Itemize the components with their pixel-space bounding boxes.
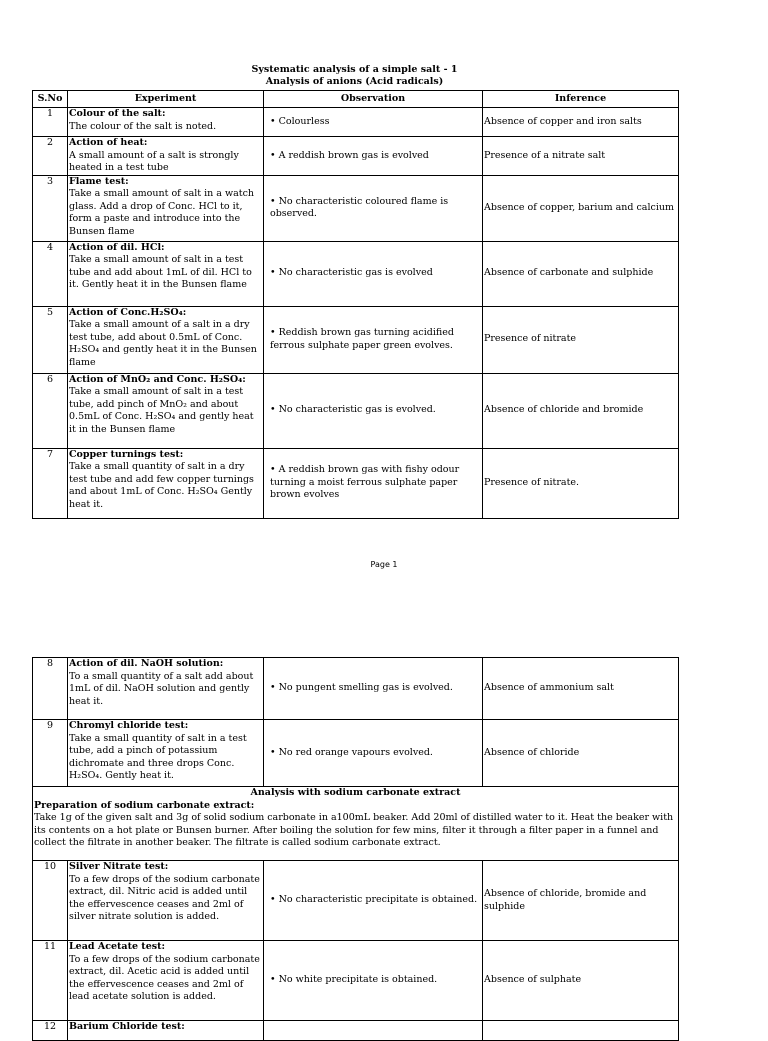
experiment-procedure: Take a small amount of salt in a test tube, add pinch of MnO₂ and about 0.5mL of Conc. H₂SO₄ and gently heat it in the Bunsen flame bbox=[69, 386, 254, 435]
experiment-procedure: To a small quantity of a salt add about 1mL of dil. NaOH solution and gently heat it. bbox=[69, 670, 254, 707]
experiment-cell bbox=[68, 861, 264, 941]
experiment-procedure: Take a small quantity of salt in a test tube, add a pinch of potassium dichromate and three drops Conc. H₂SO₄. Gently heat it. bbox=[69, 732, 247, 781]
header-sno: S.No bbox=[33, 91, 68, 108]
table-row bbox=[33, 306, 679, 373]
inference-cell: Absence of copper, barium and calcium bbox=[483, 175, 679, 241]
row-number: 5 bbox=[33, 306, 68, 373]
observation-cell: • A reddish brown gas is evolved bbox=[264, 137, 483, 176]
observation-cell: • No white precipitate is obtained. bbox=[264, 941, 483, 1021]
experiment-procedure: To a few drops of the sodium carbonate extract, dil. Nitric acid is added until the effervescence ceases and 2ml of silver nitrate solution is added. bbox=[69, 873, 260, 922]
row-number: 6 bbox=[33, 373, 68, 448]
table-row bbox=[33, 448, 679, 518]
experiment-cell bbox=[68, 658, 264, 720]
table-row bbox=[33, 241, 679, 306]
experiment-title: Action of dil. NaOH solution: bbox=[69, 658, 224, 669]
table-row bbox=[33, 175, 679, 241]
table-row bbox=[33, 941, 679, 1021]
experiment-title: Action of Conc.H₂SO₄: bbox=[69, 306, 187, 318]
sodium-carbonate-extract-section bbox=[33, 787, 679, 861]
inference-cell: Absence of ammonium salt bbox=[483, 658, 679, 720]
row-number: 9 bbox=[33, 720, 68, 787]
experiment-procedure: A small amount of a salt is strongly heated in a test tube bbox=[69, 149, 239, 173]
table-row bbox=[33, 108, 679, 137]
table-row bbox=[33, 720, 679, 787]
experiment-cell bbox=[68, 306, 264, 373]
experiment-title: Barium Chloride test: bbox=[69, 1021, 185, 1032]
section-row bbox=[33, 787, 679, 861]
experiment-title: Action of dil. HCl: bbox=[69, 241, 165, 253]
inference-cell: Presence of nitrate. bbox=[483, 448, 679, 518]
inference-cell: Absence of copper and iron salts bbox=[483, 108, 679, 137]
row-number: 3 bbox=[33, 175, 68, 241]
section-heading: Analysis with sodium carbonate extract bbox=[250, 787, 461, 798]
observation-cell: • No characteristic precipitate is obtained. bbox=[264, 861, 483, 941]
experiment-procedure: To a few drops of the sodium carbonate extract, dil. Acetic acid is added until the effervescence ceases and 2ml of lead acetate solution is added. bbox=[69, 953, 260, 1002]
inference-cell: Absence of carbonate and sulphide bbox=[483, 241, 679, 306]
row-number: 1 bbox=[33, 108, 68, 137]
experiment-procedure: Take a small quantity of salt in a dry test tube and add few copper turnings and about 1mL of Conc. H₂SO₄ Gently heat it. bbox=[69, 461, 254, 510]
experiment-title: Lead Acetate test: bbox=[69, 941, 165, 952]
inference-cell: Presence of a nitrate salt bbox=[483, 137, 679, 176]
preparation-body: Take 1g of the given salt and 3g of solid sodium carbonate in a100mL beaker. Add 20ml of distilled water to it. Heat the beaker with its contents on a hot plate or Bunsen burner. After boiling the solution for few mins, filter it through a filter paper in a funnel and collect the filtrate in another beaker. The filtrate is called sodium carbonate extract. bbox=[34, 812, 674, 848]
experiment-cell bbox=[68, 373, 264, 448]
experiment-title: Colour of the salt: bbox=[69, 108, 166, 119]
experiment-cell bbox=[68, 175, 264, 241]
row-number: 10 bbox=[33, 861, 68, 941]
experiment-cell bbox=[68, 448, 264, 518]
table-header-row bbox=[33, 91, 679, 108]
experiment-cell bbox=[68, 941, 264, 1021]
row-number: 8 bbox=[33, 658, 68, 720]
header-experiment: Experiment bbox=[68, 91, 264, 108]
experiment-title: Action of MnO₂ and Conc. H₂SO₄: bbox=[69, 373, 246, 385]
experiment-procedure: Take a small amount of salt in a test tube and add about 1mL of dil. HCl to it. Gently heat it in the Bunsen flame bbox=[69, 254, 252, 290]
inference-cell: Absence of chloride bbox=[483, 720, 679, 787]
preparation-title: Preparation of sodium carbonate extract: bbox=[34, 799, 255, 811]
table-row bbox=[33, 861, 679, 941]
anion-analysis-table-continued bbox=[32, 657, 679, 1041]
experiment-title: Chromyl chloride test: bbox=[69, 720, 189, 731]
observation-cell: • No red orange vapours evolved. bbox=[264, 720, 483, 787]
observation-cell: • No characteristic gas is evolved. bbox=[264, 373, 483, 448]
experiment-cell bbox=[68, 720, 264, 787]
row-number: 4 bbox=[33, 241, 68, 306]
experiment-procedure: The colour of the salt is noted. bbox=[69, 120, 217, 132]
row-number: 12 bbox=[33, 1021, 68, 1041]
row-number: 11 bbox=[33, 941, 68, 1021]
experiment-cell bbox=[68, 241, 264, 306]
header-observation: Observation bbox=[264, 91, 483, 108]
inference-cell: Absence of chloride, bromide and sulphide bbox=[483, 861, 679, 941]
experiment-procedure: Take a small amount of salt in a watch glass. Add a drop of Conc. HCl to it, form a paste and introduce into the Bunsen flame bbox=[69, 188, 255, 237]
page-title: Systematic analysis of a simple salt - 1 bbox=[251, 64, 458, 75]
page-subtitle: Analysis of anions (Acid radicals) bbox=[265, 76, 444, 87]
observation-cell: • A reddish brown gas with fishy odour turning a moist ferrous sulphate paper brown evolves bbox=[264, 448, 483, 518]
experiment-cell bbox=[68, 137, 264, 176]
table-row bbox=[33, 137, 679, 176]
row-number: 7 bbox=[33, 448, 68, 518]
experiment-title: Action of heat: bbox=[69, 137, 148, 148]
experiment-title: Silver Nitrate test: bbox=[69, 861, 169, 872]
observation-cell: • No characteristic coloured flame is observed. bbox=[264, 175, 483, 241]
page-number: Page 1 bbox=[370, 560, 398, 569]
experiment-title: Flame test: bbox=[69, 175, 129, 187]
inference-cell: Presence of nitrate bbox=[483, 306, 679, 373]
table-row bbox=[33, 658, 679, 720]
inference-cell: Absence of sulphate bbox=[483, 941, 679, 1021]
anion-analysis-table bbox=[32, 90, 679, 519]
observation-cell: • Colourless bbox=[264, 108, 483, 137]
experiment-cell bbox=[68, 108, 264, 137]
observation-cell: • No pungent smelling gas is evolved. bbox=[264, 658, 483, 720]
inference-cell: Absence of chloride and bromide bbox=[483, 373, 679, 448]
row-number: 2 bbox=[33, 137, 68, 176]
experiment-procedure: Take a small amount of a salt in a dry test tube, add about 0.5mL of Conc. H₂SO₄ and gently heat it in the Bunsen flame bbox=[69, 319, 257, 368]
header-inference: Inference bbox=[483, 91, 679, 108]
experiment-title: Copper turnings test: bbox=[69, 448, 184, 460]
table-row bbox=[33, 373, 679, 448]
observation-cell: • No characteristic gas is evolved bbox=[264, 241, 483, 306]
observation-cell: • Reddish brown gas turning acidified ferrous sulphate paper green evolves. bbox=[264, 306, 483, 373]
